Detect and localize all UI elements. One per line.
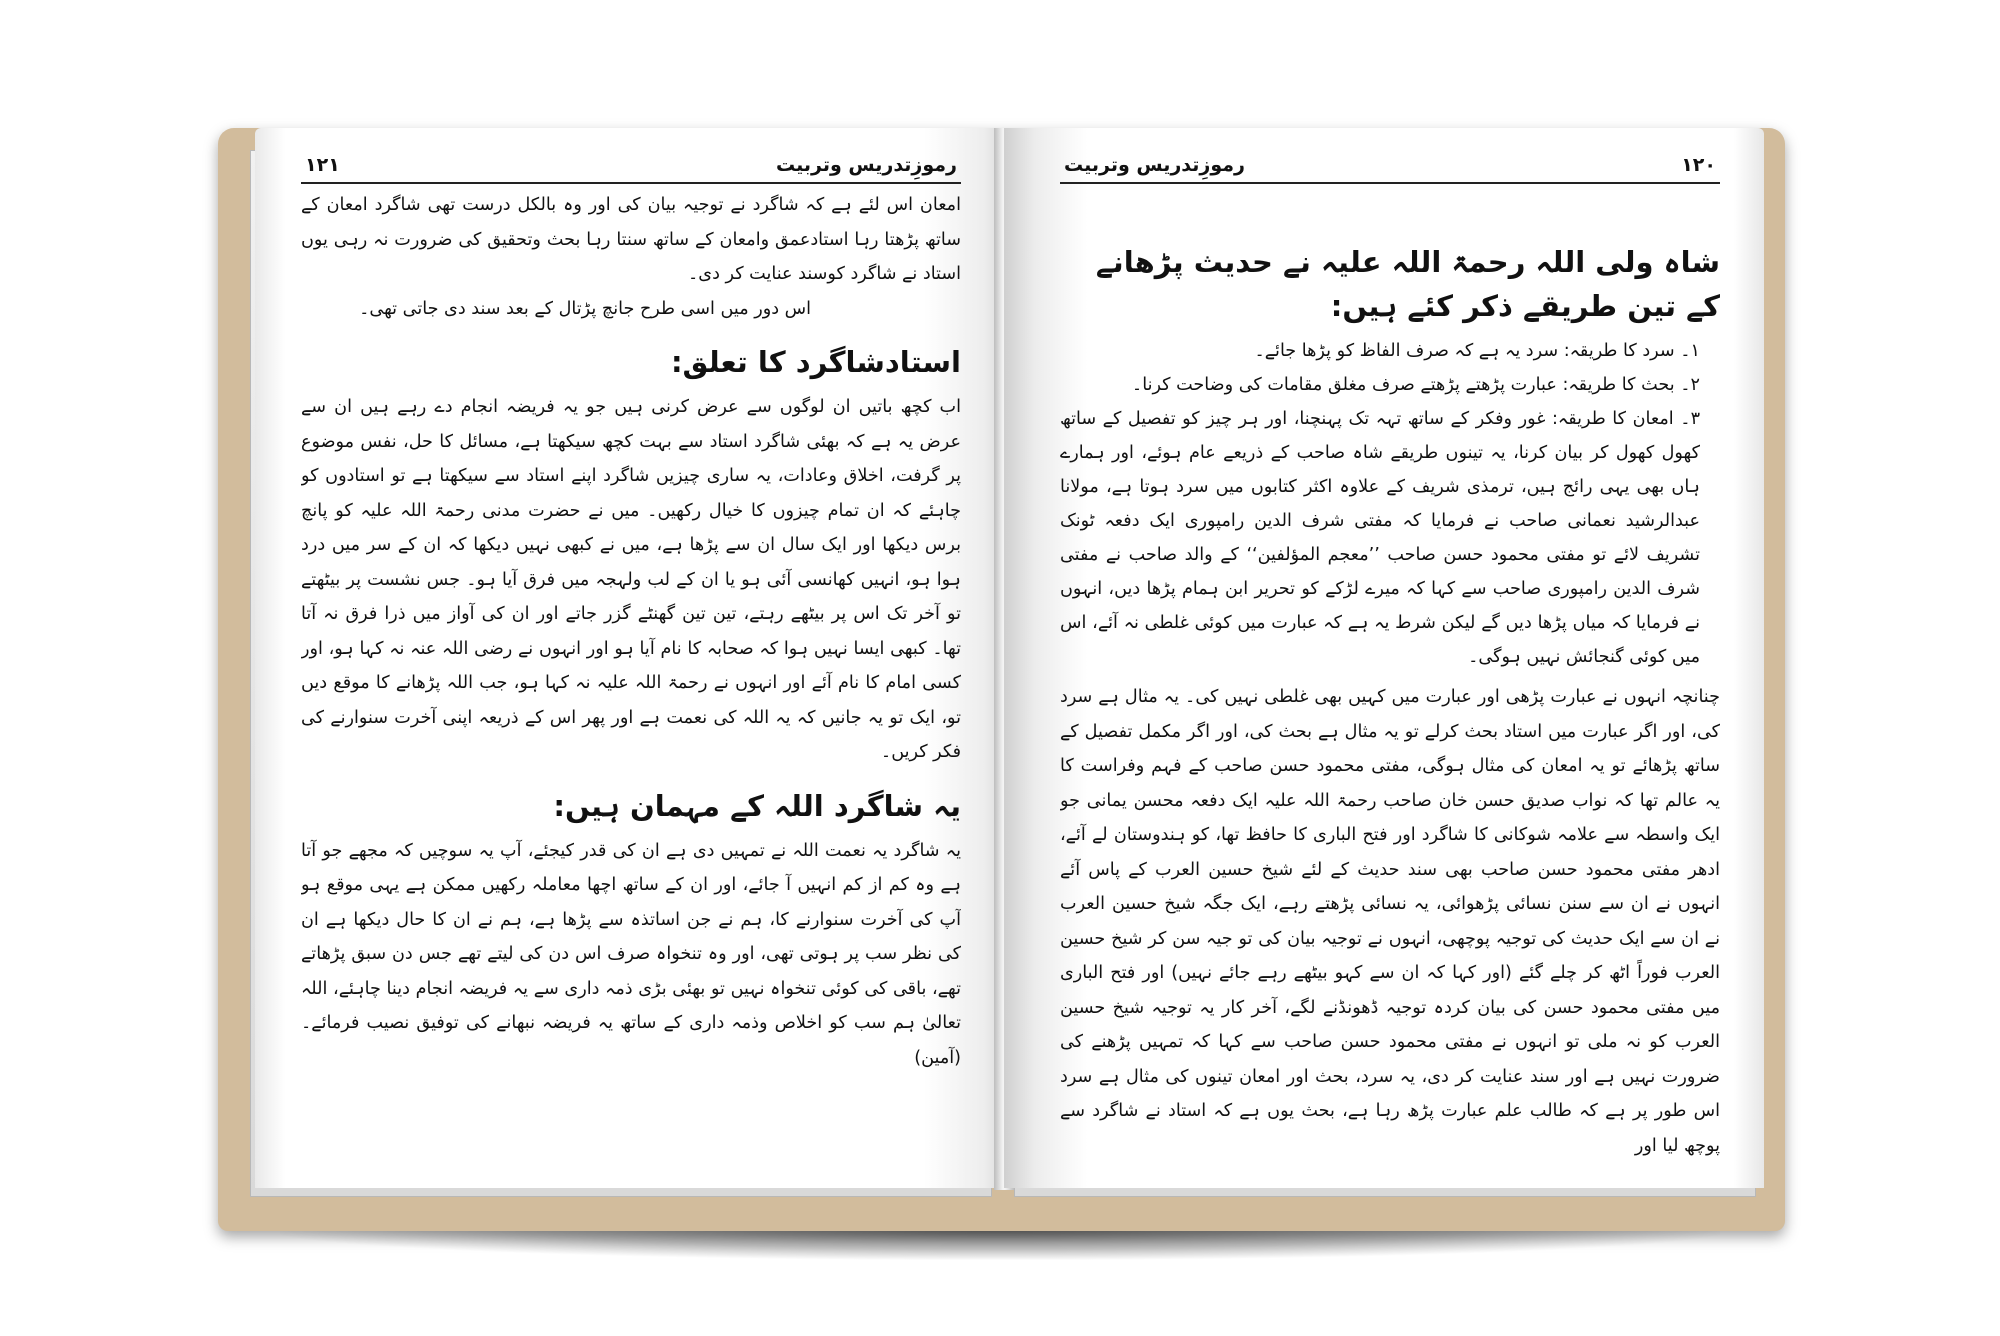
left-heading-guests: یہ شاگرد اللہ کے مہمان ہیں:	[553, 788, 961, 823]
right-paragraph-1: چنانچہ انہوں نے عبارت پڑھی اور عبارت میں کہیں بھی غلطی نہیں کی۔ یہ مثال ہے سرد کی، اور اگر عبارت میں استاد بحث کرلے تو یہ مثال ہے بحث کی، اور اگر مکمل تفصیل کے ساتھ پڑھائے تو یہ امعان کی مثال ہوگی، مفتی محمود حسن صاحب کے فہم وفراست کا یہ عالم تھا کہ نواب صدیق حسن خان صاحب رحمۃ اللہ علیہ ایک دفعہ محسن یمانی جو ایک واسطہ سے علامہ شوکانی کا شاگرد اور فتح الباری کا حافظ تھا، کو ہندوستان لے آئے، ادھر مفتی محمود حسن صاحب بھی سند حدیث کے لئے شیخ حسین العرب کے پاس آئے انہوں نے ان سے سنن نسائی پڑھوائی، یہ نسائی پڑھتے رہے، ایک جگہ شیخ حسین العرب نے ان سے ایک حدیث کی توجیہ پوچھی، انہوں نے توجیہ بیان کی تو جیہ سن کر شیخ حسین العرب فوراً اٹھ کر چلے گئے (اور کہا کہ ان سے کہو بیٹھے رہے جائے نہیں) اور فتح الباری میں مفتی محمود حسن کی بیان کردہ توجیہ ڈھونڈنے لگے، آخر کار یہ توجیہ شیخ حسین العرب کو نہ ملی تو انہوں نے مفتی محمود حسن صاحب سے کہا کہ تمہیں پڑھنے کی ضرورت نہیں ہے اور سند عنایت کر دی، یہ سرد، بحث اور امعان تینوں کی مثال ہے سرد اس طور پر ہے کہ طالب علم عبارت پڑھ رہا ہے، بحث یوں ہے کہ استاد نے شاگرد سے پوچھ لیا اور	[1060, 687, 1720, 1156]
right-page-header	[1060, 146, 1720, 184]
left-paragraph-3: اب کچھ باتیں ان لوگوں سے عرض کرنی ہیں جو یہ فریضہ انجام دے رہے ہیں ان سے عرض یہ ہے کہ بھئی شاگرد استاد سے بہت کچھ سیکھتا ہے، مسائل کا حل، نفس موضوع پر گرفت، اخلاق وعادات، یہ ساری چیزیں شاگرد اپنے استاد سے سیکھتا ہے تو استادوں کو چاہئے کہ ان تمام چیزوں کا خیال رکھیں۔ میں نے حضرت مدنی رحمۃ اللہ علیہ کو پانچ برس دیکھا اور ایک سال ان سے پڑھا ہے، میں نے کبھی نہیں دیکھا کہ ان کے سر میں درد ہوا ہو، انہیں کھانسی آئی ہو یا ان کے لب ولہجہ میں فرق آیا ہو۔ جس نشست پر بیٹھتے تو آخر تک اس پر بیٹھے رہتے، تین تین گھنٹے گزر جاتے اور ان کی آواز میں ذرا فرق نہ آتا تھا۔ کبھی ایسا نہیں ہوا کہ صحابہ کا نام آیا ہو اور انہوں نے رضی اللہ عنہ نہ کہا ہو، اور کسی امام کا نام آئے اور انہوں نے رحمۃ اللہ علیہ نہ کہا ہو، جب اللہ پڑھانے کا موقع دیں تو، ایک تو یہ جانیں کہ یہ اللہ کی نعمت ہے اور پھر اس کے ذریعہ اپنی آخرت سنوارنے کی فکر کریں۔	[301, 397, 961, 762]
left-heading-teacher-student: استادشاگرد کا تعلق:	[670, 345, 961, 379]
method-item-2-label: بحث کا طریقہ:	[1562, 375, 1675, 395]
left-running-title: رموزِتدریس وتربیت	[776, 154, 957, 176]
method-item-3	[1060, 402, 1700, 674]
method-item-2	[1060, 368, 1700, 402]
method-item-3-number: ۳۔	[1680, 409, 1701, 429]
left-paragraph-4: یہ شاگرد یہ نعمت اللہ نے تمہیں دی ہے ان کی قدر کیجئے، آپ یہ سوچیں کہ مجھے جو آتا ہے وہ کم از کم انہیں آ جائے، اور ان کے ساتھ اچھا معاملہ رکھیں ممکن ہے یہی موقع ہو آپ کی آخرت سنوارنے کا، ہم نے جن اساتذہ سے پڑھا ہے، ہم نے ان کا حال دیکھا ہے ان کی نظر سب پر ہوتی تھی، اور وہ تنخواہ صرف اس دن کی لیتے تھے جس دن سبق پڑھاتے تھے، باقی کی کوئی تنخواہ نہیں تو بھئی بڑی ذمہ داری سے یہ فریضہ انجام دینا چاہئے، اللہ تعالیٰ ہم سب کو اخلاص وذمہ داری کے ساتھ یہ فریضہ نبھانے کی توفیق نصیب فرمائے۔ (آمین)	[301, 840, 961, 1068]
right-running-title: رموزِتدریس وتربیت	[1064, 154, 1245, 176]
right-page	[1004, 128, 1764, 1188]
method-item-1	[1060, 334, 1700, 368]
method-item-1-label: سرد کا طریقہ:	[1563, 341, 1675, 361]
right-page-number: ۱۲۰	[1681, 154, 1716, 176]
left-page-number: ۱۲۱	[305, 154, 340, 176]
method-item-1-number: ۱۔	[1680, 341, 1700, 361]
method-item-3-label: امعان کا طریقہ:	[1551, 409, 1674, 429]
method-item-2-number: ۲۔	[1680, 375, 1700, 395]
left-paragraph-1: امعان اس لئے ہے کہ شاگرد نے توجیہ بیان کی اور وہ بالکل درست تھی شاگرد امعان کے ساتھ پڑھتا رہا استادعمق وامعان کے ساتھ سنتا رہا بحث وتحقیق کی ضرورت نہ رہی یوں استاد نے شاگرد کوسند عنایت کر دی۔	[301, 195, 961, 284]
method-item-1-text: سرد یہ ہے کہ صرف الفاظ کو پڑھا جائے۔	[1254, 341, 1559, 361]
right-page-content	[1060, 146, 1720, 1176]
method-item-3-text: غور وفکر کے ساتھ تہہ تک پہنچنا، اور ہر چیز کو تفصیل کے ساتھ کھول کھول کر بیان کرنا، یہ تینوں طریقے شاہ صاحب کے ذریعے عام ہوئے، اور ہمارے ہاں بھی یہی رائج ہیں، ترمذی شریف کے علاوہ اکثر کتابوں میں سرد ہوتا ہے، مولانا عبدالرشید نعمانی صاحب نے فرمایا کہ مفتی شرف الدین رامپوری ایک دفعہ ٹونک تشریف لائے تو مفتی محمود حسن صاحب ’’معجم المؤلفین‘‘ کے والد صاحب نے مفتی شرف الدین رامپوری صاحب سے کہا کہ میرے لڑکے کو تحریر ابن ہمام پڑھا دیں، انہوں نے فرمایا کہ میاں پڑھا دیں گے لیکن شرط یہ ہے کہ عبارت میں کوئی غلطی نہ آئے، اس میں کوئی گنجائش نہیں ہوگی۔	[1060, 409, 1700, 667]
right-heading-methods: شاہ ولی اللہ رحمۃ اللہ علیہ نے حدیث پڑھانے کے تین طریقے ذکر کئے ہیں:	[1095, 245, 1720, 323]
left-page-content	[301, 146, 961, 1176]
method-item-2-text: عبارت پڑھتے پڑھتے صرف مغلق مقامات کی وضاحت کرنا۔	[1131, 375, 1557, 395]
left-page	[255, 128, 1015, 1188]
left-paragraph-2: اس دور میں اسی طرح جانچ پڑتال کے بعد سند دی جاتی تھی۔	[359, 298, 811, 319]
left-page-header	[301, 146, 961, 184]
